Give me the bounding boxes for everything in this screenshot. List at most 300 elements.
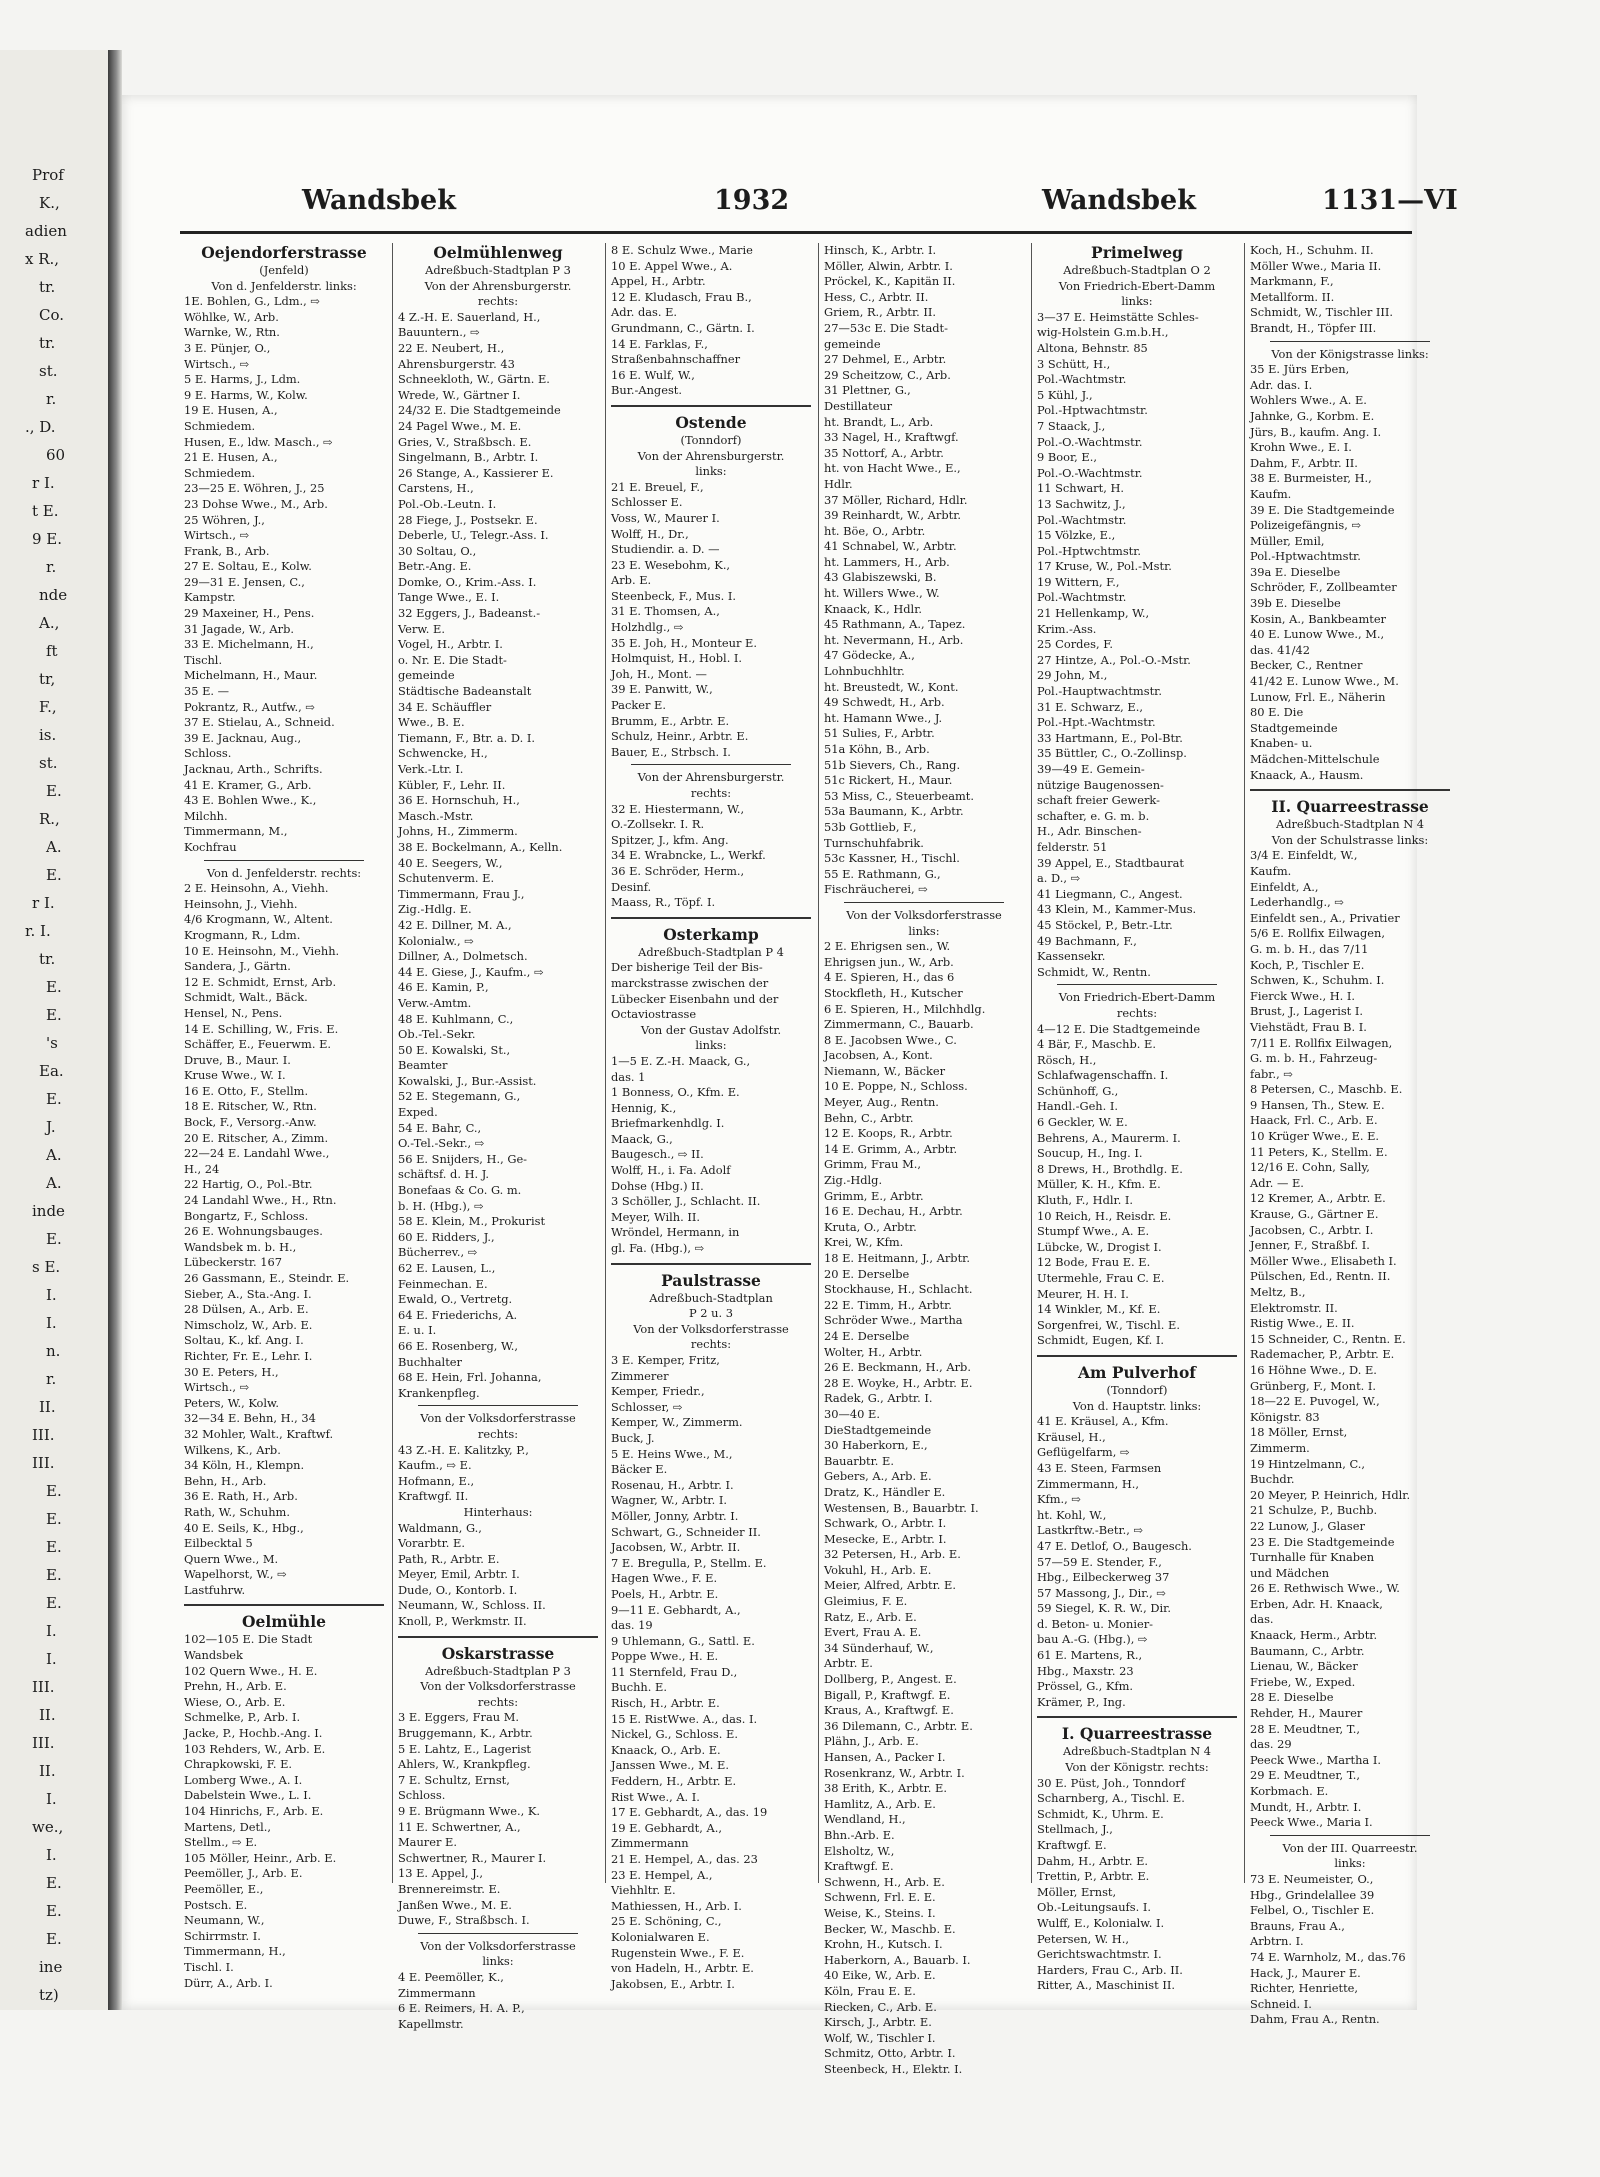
directory-entry: 104 Hinrichs, F., Arb. E. (184, 1804, 324, 1818)
directory-entry: 24 Pagel Wwe., M. E. (398, 418, 522, 433)
directory-entry: 22 E. Neubert, H., (398, 340, 505, 355)
directory-entry: 32 Petersen, H., Arb. E. (824, 1547, 961, 1562)
directory-entry: 53b Gottlieb, F., (824, 819, 917, 834)
directory-entry: Hbg., Grindelallee 39 (1250, 1887, 1375, 1902)
section-rule (1250, 789, 1450, 791)
directory-entry: Stockfleth, H., Kutscher (824, 985, 963, 1000)
directory-entry: Zig.-Hdlg. (824, 1173, 883, 1188)
directory-entry: Richter, Henriette, (1250, 1981, 1359, 1996)
directory-entry: 43 E. Steen, Farmsen (1037, 1460, 1162, 1475)
directory-entry: 102—105 E. Die Stadt (184, 1632, 313, 1647)
directory-entry: 9 Hansen, Th., Stew. E. (1250, 1097, 1385, 1112)
directory-entry: 61 E. Martens, R., (1037, 1648, 1143, 1663)
directory-entry: 3 E. Pünjer, O., (184, 340, 271, 355)
directory-entry: ht. von Hacht Wwe., E., (824, 461, 961, 476)
directory-entry: 48 E. Kuhlmann, C., (398, 1011, 514, 1026)
directory-entry: 16 E. Wulf, W., (611, 367, 695, 382)
directory-entry: H., Adr. Binschen- (1037, 824, 1142, 839)
section-note: links: (695, 464, 727, 479)
previous-page-text: ine (39, 1958, 63, 1976)
directory-entry: Wapelhorst, W., ⇨ (184, 1567, 287, 1582)
directory-entry: Nimscholz, W., Arb. E. (184, 1317, 313, 1332)
previous-page-text: 60 (46, 446, 66, 464)
directory-entry: 41/42 E. Lunow Wwe., M. (1250, 674, 1399, 689)
column-5 (1037, 243, 1237, 1993)
directory-entry: Utermehle, Frau C. E. (1037, 1271, 1165, 1285)
directory-entry: 28 Dülsen, A., Arb. E. (184, 1302, 309, 1317)
directory-entry: 39 E. Jacknau, Aug., (184, 730, 302, 745)
directory-entry: E. u. I. (398, 1323, 437, 1338)
directory-entry: Verk.-Ltr. I. (398, 762, 464, 776)
previous-page-text: I. (46, 1790, 57, 1808)
directory-entry: Adr. das. I. (1250, 377, 1313, 392)
directory-entry: 12/16 E. Cohn, Sally, (1250, 1160, 1370, 1175)
directory-entry: Bauarbtr. E. (824, 1453, 894, 1468)
directory-entry: Vorarbtr. E. (398, 1536, 465, 1551)
directory-entry: 32 Mohler, Walt., Kraftwf. (184, 1426, 334, 1441)
directory-entry: Rosenkranz, W., Arbtr. I. (824, 1765, 965, 1780)
directory-entry: Bonefaas & Co. G. m. (398, 1183, 522, 1198)
directory-entry: Schünhoff, G., (1037, 1083, 1119, 1098)
directory-entry: 26 E. Wohnungsbauges. (184, 1224, 323, 1239)
directory-entry: Janßen Wwe., M. E. (398, 1897, 512, 1912)
directory-entry: 38 E. Burmeister, H., (1250, 471, 1372, 486)
section-note: Adreßbuch-Stadtplan P 4 (638, 944, 784, 959)
directory-entry: 51c Rickert, H., Maur. (824, 773, 953, 788)
directory-entry: das. 19 (611, 1618, 653, 1633)
directory-entry: Viehstädt, Frau B. I. (1250, 1019, 1367, 1034)
previous-page-text: inde (32, 1202, 65, 1220)
directory-entry: Bücherrev., ⇨ (398, 1245, 478, 1260)
directory-entry: O.-Tel.-Sekr., ⇨ (398, 1136, 485, 1151)
directory-entry: o. Nr. E. Die Stadt- (398, 652, 507, 667)
directory-entry: Kowalski, J., Bur.-Assist. (398, 1073, 537, 1088)
section-note: Adreßbuch-Stadtplan P 3 (425, 263, 571, 277)
directory-entry: Feinmechan. E. (398, 1276, 488, 1291)
directory-entry: 47 E. Detlof, O., Baugesch. (1037, 1538, 1192, 1553)
directory-entry: Frank, B., Arb. (184, 543, 270, 558)
directory-entry: Königstr. 83 (1250, 1409, 1320, 1424)
directory-entry: Bhn.-Arb. E. (824, 1827, 895, 1842)
directory-entry: Metallform. II. (1250, 289, 1335, 304)
directory-entry: 41 E. Kräusel, A., Kfm. (1037, 1414, 1169, 1429)
directory-entry: Dratz, K., Händler E. (824, 1484, 946, 1499)
directory-entry: Kochfrau (184, 839, 237, 854)
directory-entry: Mesecke, E., Arbtr. I. (824, 1531, 947, 1546)
directory-entry: Knaack, O., Arb. E. (611, 1742, 721, 1757)
directory-entry: Haack, Frl. C., Arb. E. (1250, 1113, 1378, 1128)
directory-entry: 5 Kühl, J., (1037, 387, 1093, 402)
previous-page-text: r. (46, 390, 57, 408)
directory-entry: Zimmermann, C., Bauarb. (824, 1017, 974, 1032)
directory-entry: 28 Fiege, J., Postsekr. E. (398, 512, 538, 527)
directory-entry: Brauns, Frau A., (1250, 1918, 1345, 1933)
directory-entry: Kübler, F., Lehr. II. (398, 777, 506, 792)
directory-entry: 28 E. Meudtner, T., (1250, 1721, 1360, 1736)
directory-entry: Ehrigsen jun., W., Arb. (824, 954, 954, 969)
directory-entry: 7 E. Schultz, Ernst, (398, 1772, 510, 1787)
directory-entry: Einfeldt sen., A., Privatier (1250, 910, 1400, 925)
directory-entry: Appel, H., Arbtr. (611, 274, 706, 289)
directory-entry: Bongartz, F., Schloss. (184, 1208, 309, 1223)
previous-page-text: E. (46, 1538, 62, 1556)
street-heading: Oelmühlenweg (433, 243, 563, 262)
directory-entry: schaft freier Gewerk- (1037, 793, 1160, 808)
directory-entry: Krause, G., Gärtner E. (1250, 1207, 1379, 1222)
directory-entry: 40 Eike, W., Arb. E. (824, 1968, 936, 1983)
directory-entry: Kapellmstr. (398, 2016, 464, 2031)
directory-entry: Rösch, H., (1037, 1052, 1097, 1067)
directory-entry: Wrede, W., Gärtner I. (398, 387, 521, 402)
directory-entry: Sieber, A., Sta.-Ang. I. (184, 1286, 312, 1301)
directory-entry: Wolter, H., Arbtr. (824, 1344, 923, 1359)
directory-entry: 40 E. Lunow Wwe., M., (1250, 627, 1385, 642)
previous-page-text: 's (46, 1034, 58, 1052)
directory-entry: Waldmann, G., (398, 1520, 482, 1535)
directory-entry: 9 Uhlemann, G., Sattl. E. (611, 1633, 755, 1648)
previous-page-fragment (0, 50, 109, 2010)
directory-entry: Rath, W., Schuhm. (184, 1504, 290, 1519)
column-1 (184, 243, 384, 1990)
directory-entry: Hansen, A., Packer I. (824, 1750, 946, 1764)
directory-entry: Schwenn, Frl. E. E. (824, 1890, 936, 1905)
directory-entry: Schneekloth, W., Gärtn. E. (398, 372, 550, 387)
directory-entry: Knaack, A., Hausm. (1250, 767, 1364, 782)
directory-entry: Bur.-Angest. (611, 383, 683, 398)
directory-entry: Meyer, Wilh. II. (611, 1209, 701, 1224)
directory-entry: Pol.-Hptwachtmstr. (1250, 549, 1361, 564)
directory-entry: 6 Geckler, W. E. (1037, 1115, 1128, 1130)
header-year: 1932 (714, 185, 790, 216)
directory-entry: 68 E. Hein, Frl. Johanna, (398, 1370, 542, 1385)
previous-page-text: E. (46, 1594, 62, 1612)
directory-entry: Buchh. E. (611, 1680, 667, 1695)
directory-entry: 12 E. Schmidt, Ernst, Arb. (184, 974, 337, 989)
directory-entry: Städtische Badeanstalt (398, 684, 532, 699)
previous-page-text: tr, (39, 670, 56, 688)
directory-entry: 5 E. Lahtz, E., Lagerist (398, 1741, 532, 1756)
directory-entry: Krogmann, R., Ldm. (184, 927, 301, 942)
directory-entry: Brandt, H., Töpfer III. (1250, 320, 1377, 335)
directory-entry: Meier, Alfred, Arbtr. E. (824, 1578, 956, 1593)
directory-entry: Schwark, O., Arbtr. I. (824, 1516, 947, 1531)
directory-entry: 29 Scheitzow, C., Arb. (824, 367, 951, 382)
directory-entry: Buchhalter (398, 1354, 462, 1369)
directory-entry: 41 Schnabel, W., Arbtr. (824, 539, 957, 554)
directory-entry: 35 E. Jürs Erben, (1250, 362, 1350, 377)
previous-page-text: A. (46, 838, 62, 856)
directory-entry: Kaufm. (1250, 486, 1292, 501)
directory-entry: Studiendir. a. D. — (611, 542, 720, 557)
directory-entry: Prehn, H., Arb. E. (184, 1679, 287, 1694)
directory-entry: 27—53c E. Die Stadt- (824, 320, 948, 335)
directory-entry: Kemper, W., Zimmerm. (611, 1415, 743, 1430)
section-rule (1270, 341, 1430, 342)
directory-entry: Kaufm., ⇨ E. (398, 1458, 472, 1473)
previous-page-text: E. (46, 1230, 62, 1248)
directory-entry: Haberkorn, A., Bauarb. I. (824, 1952, 971, 1967)
section-note: (Jenfeld) (259, 263, 309, 277)
street-heading: Paulstrasse (661, 1270, 761, 1290)
directory-entry: schäftsf. d. H. J. (398, 1167, 490, 1182)
directory-entry: Quern Wwe., M. (184, 1551, 279, 1566)
previous-page-text: Co. (39, 306, 65, 324)
directory-entry: gemeinde (398, 668, 455, 683)
directory-entry: 42 E. Dillner, M. A., (398, 917, 512, 932)
directory-entry: Wirtsch., ⇨ (184, 528, 250, 543)
directory-entry: 7 Staack, J., (1037, 418, 1106, 433)
directory-entry: 16 E. Otto, F., Stellm. (184, 1083, 309, 1098)
directory-entry: 8 Drews, H., Brothdlg. E. (1037, 1161, 1183, 1176)
directory-entry: Kruse Wwe., W. I. (184, 1068, 286, 1083)
section-note: Von der Gustav Adolfstr. (640, 1022, 782, 1037)
directory-entry: Schirrmstr. I. (184, 1928, 261, 1943)
directory-entry: Westensen, B., Bauarbtr. I. (824, 1500, 979, 1515)
directory-entry: Schwencke, H., (398, 746, 488, 761)
section-rule (418, 1933, 578, 1934)
directory-entry: 37 Möller, Richard, Hdlr. (824, 492, 968, 507)
directory-entry: Jacke, P., Hochb.-Ang. I. (184, 1726, 323, 1741)
directory-entry: Wendland, H., (824, 1812, 906, 1827)
directory-entry: Chrapkowski, F. E. (184, 1757, 293, 1772)
directory-entry: Carstens, H., (398, 481, 474, 496)
directory-entry: Kraus, A., Kraftwgf. E. (824, 1703, 954, 1718)
directory-entry: Hdlr. (824, 476, 853, 491)
column-2 (398, 243, 598, 2031)
directory-entry: Pröckel, K., Kapitän II. (824, 274, 956, 289)
directory-entry: Koch, H., Schuhm. II. (1250, 243, 1374, 257)
directory-entry: 28 E. Woyke, H., Arbtr. E. (824, 1375, 973, 1390)
previous-page-text: E. (46, 978, 62, 996)
directory-entry: 36 E. Rath, H., Arb. (184, 1489, 298, 1504)
directory-entry: 3/4 E. Einfeldt, W., (1250, 848, 1358, 863)
directory-entry: 15 E. RistWwe. A., das. I. (611, 1711, 758, 1726)
directory-entry: Sandera, J., Gärtn. (184, 959, 291, 974)
directory-entry: Jacobsen, A., Kont. (824, 1048, 933, 1063)
directory-entry: Stellmach, J., (1037, 1822, 1113, 1837)
directory-entry: Kolonialwaren E. (611, 1929, 710, 1944)
directory-entry: 52 E. Stegemann, G., (398, 1089, 521, 1104)
directory-entry: 5 E. Heins Wwe., M., (611, 1446, 733, 1461)
directory-entry: Petersen, W. H., (1037, 1931, 1129, 1946)
directory-entry: Dahm, H., Arbtr. E. (1037, 1853, 1149, 1868)
directory-entry: Dohse (Hbg.) II. (611, 1178, 704, 1193)
directory-entry: Erben, Adr. H. Knaack, (1250, 1596, 1383, 1611)
section-note: rechts: (1116, 1005, 1158, 1020)
directory-entry: 15 Völzke, E., (1037, 528, 1116, 543)
directory-entry: 4 Bär, F., Maschb. E. (1037, 1037, 1156, 1052)
header-rule (180, 231, 1412, 234)
directory-entry: Krei, W., Kfm. (824, 1235, 904, 1250)
directory-entry: 1E. Bohlen, G., Ldm., ⇨ (184, 294, 320, 309)
directory-entry: 29 Maxeiner, H., Pens. (184, 606, 315, 621)
directory-entry: Timmermann, M., (184, 824, 288, 839)
directory-entry: Exped. (398, 1105, 438, 1120)
directory-entry: Mundt, H., Arbtr. I. (1250, 1799, 1362, 1814)
directory-entry: Schmidt, Walt., Bäck. (184, 990, 308, 1005)
directory-entry: Radek, G., Arbtr. I. (824, 1391, 933, 1406)
directory-entry: Grimm, E., Arbtr. (824, 1188, 924, 1203)
directory-entry: Trettin, P., Arbtr. E. (1037, 1869, 1150, 1884)
directory-entry: Plähn, J., Arb. E. (824, 1734, 919, 1749)
section-rule (844, 902, 1004, 903)
directory-entry: Buchdr. (1250, 1472, 1295, 1487)
section-note: Von der Schulstrasse links: (1271, 832, 1429, 847)
directory-entry: 34 E. Wrabncke, L., Werkf. (611, 848, 766, 863)
directory-entry: ht. Kohl, W., (1037, 1507, 1107, 1522)
directory-entry: Pol.-Wachtmstr. (1037, 590, 1127, 605)
previous-page-text: t E. (32, 502, 59, 520)
directory-entry: Tischl. (184, 652, 223, 667)
directory-entry: Adr. das. E. (611, 305, 678, 320)
directory-entry: 2 E. Ehrigsen sen., W. (824, 939, 951, 954)
directory-entry: 39b E. Dieselbe (1250, 596, 1341, 611)
directory-entry: Jakobsen, E., Arbtr. I. (611, 1976, 735, 1991)
section-rule (418, 1405, 578, 1406)
directory-entry: 32 Eggers, J., Badeanst.- (398, 606, 541, 621)
directory-entry: O.-Zollsekr. I. R. (611, 817, 705, 832)
directory-entry: 39 Appel, E., Stadtbaurat (1037, 855, 1184, 870)
directory-entry: 29 John, M., (1037, 668, 1108, 683)
directory-entry: Adr. — E. (1250, 1175, 1304, 1190)
directory-entry: Poels, H., Arbtr. E. (611, 1586, 719, 1601)
directory-entry: 45 Stöckel, P., Betr.-Ltr. (1037, 917, 1173, 932)
directory-entry: Dürr, A., Arb. I. (184, 1975, 273, 1990)
directory-entry: Kraftwgf. E. (824, 1859, 894, 1874)
directory-entry: Destillateur (824, 398, 893, 413)
directory-entry: Dollberg, P., Angest. E. (824, 1672, 957, 1687)
directory-entry: 22 Lunow, J., Glaser (1250, 1518, 1365, 1533)
previous-page-text: E. (46, 1566, 62, 1584)
directory-entry: Wagner, W., Arbtr. I. (611, 1493, 727, 1508)
directory-entry: Janssen Wwe., M. E. (611, 1758, 729, 1773)
directory-entry: Arbtr. E. (824, 1656, 873, 1671)
directory-entry: das. 1 (611, 1069, 646, 1084)
directory-page (122, 95, 1458, 2076)
directory-entry: 35 Nottorf, A., Arbtr. (824, 445, 944, 460)
directory-entry: 4—12 E. Die Stadtgemeinde (1037, 1021, 1201, 1036)
directory-entry: Schmelke, P., Arb. I. (184, 1710, 301, 1725)
directory-entry: Schlafwagenschaffn. I. (1037, 1068, 1169, 1083)
directory-entry: Zimmerer (611, 1368, 669, 1383)
directory-entry: Elektromstr. II. (1250, 1300, 1338, 1315)
section-rule (1057, 984, 1217, 985)
column-4 (824, 243, 1024, 2076)
previous-page-text: I. (46, 1650, 57, 1668)
directory-entry: 21 E. Breuel, F., (611, 479, 704, 494)
directory-entry: Becker, W., Maschb. E. (824, 1921, 956, 1936)
previous-page-text: II. (39, 1762, 56, 1780)
directory-entry: Markmann, F., (1250, 274, 1334, 289)
directory-entry: Soucup, H., Ing. I. (1037, 1146, 1143, 1161)
directory-entry: Schmitz, Otto, Arbtr. I. (824, 2046, 956, 2061)
directory-entry: Tischl. I. (184, 1959, 234, 1974)
directory-entry: Nickel, G., Schloss. E. (611, 1727, 738, 1742)
section-note: Von der Volksdorferstrasse (420, 1938, 576, 1953)
directory-entry: Tiemann, F., Btr. a. D. I. (398, 730, 535, 745)
directory-entry: 39a E. Dieselbe (1250, 564, 1341, 579)
directory-entry: 26 Stange, A., Kassierer E. (398, 465, 554, 480)
directory-entry: Warnke, W., Rtn. (184, 325, 280, 340)
directory-entry: Wwe., B. E. (398, 715, 465, 730)
directory-entry: 26 E. Rethwisch Wwe., W. (1250, 1581, 1400, 1596)
directory-entry: Hinsch, K., Arbtr. I. (824, 243, 937, 257)
directory-entry: Sorgenfrei, W., Tischl. E. (1037, 1317, 1180, 1332)
directory-entry: Geflügelfarm, ⇨ (1037, 1445, 1130, 1460)
directory-entry: Johns, H., Zimmerm. (398, 824, 518, 839)
directory-entry: marckstrasse zwischen der (611, 975, 769, 990)
directory-entry: 31 Plettner, G., (824, 383, 911, 398)
directory-entry: Grimm, Frau M., (824, 1157, 922, 1172)
directory-entry: Möller, Alwin, Arbtr. I. (824, 258, 953, 273)
column-divider (818, 243, 819, 1883)
directory-entry: Maass, R., Töpf. I. (611, 895, 716, 910)
directory-entry: Knaack, Herm., Arbtr. (1250, 1628, 1378, 1643)
directory-entry: 24/32 E. Die Stadtgemeinde (398, 403, 561, 418)
directory-entry: 43 Z.-H. E. Kalitzky, P., (398, 1442, 529, 1457)
directory-entry: Pol.-Ob.-Leutn. I. (398, 496, 497, 511)
column-divider (392, 243, 393, 1883)
directory-entry: Lunow, Frl. E., Näherin (1250, 689, 1386, 704)
directory-entry: Lastkrftw.-Betr., ⇨ (1037, 1523, 1144, 1538)
directory-entry: Lederhandlg., ⇨ (1250, 895, 1344, 910)
section-note: (Tonndorf) (680, 432, 742, 447)
directory-entry: Riecken, C., Arb. E. (824, 1999, 937, 2014)
directory-entry: ht. Willers Wwe., W. (824, 586, 940, 601)
directory-entry: Pokrantz, R., Autfw., ⇨ (184, 699, 315, 714)
directory-entry: Schmidt, W., Rentn. (1037, 964, 1151, 979)
page-header (182, 185, 1458, 225)
directory-entry: Meurer, H. H. I. (1037, 1286, 1129, 1301)
previous-page-text: III. (32, 1734, 55, 1752)
directory-entry: Eilbecktal 5 (184, 1536, 253, 1551)
directory-entry: 74 E. Warnholz, M., das.76 (1250, 1949, 1406, 1964)
directory-entry: Domke, O., Krim.-Ass. I. (398, 574, 537, 589)
directory-entry: Baumann, C., Arbtr. (1250, 1643, 1365, 1658)
directory-entry: Rehder, H., Maurer (1250, 1706, 1363, 1721)
directory-entry: 37 E. Stielau, A., Schneid. (184, 715, 335, 730)
page-number: 1131—VI (1322, 185, 1458, 216)
directory-entry: ht. Brandt, L., Arb. (824, 414, 934, 429)
previous-page-text: A., (39, 614, 60, 632)
directory-entry: Knaack, K., Hdlr. (824, 601, 923, 616)
directory-entry: 12 E. Koops, R., Arbtr. (824, 1126, 953, 1141)
directory-entry: 19 E. Husen, A., (184, 403, 278, 418)
directory-entry: 24 Landahl Wwe., H., Rtn. (184, 1193, 337, 1208)
directory-entry: 30 E. Peters, H., (184, 1364, 279, 1379)
column-3 (611, 243, 811, 1991)
header-left: Wandsbek (302, 185, 456, 216)
directory-entry: Behrens, A., Maurerm. I. (1037, 1130, 1181, 1145)
previous-page-text: J. (46, 1118, 56, 1136)
directory-entry: Octaviostrasse (611, 1007, 697, 1022)
directory-entry: Hamlitz, A., Arb. E. (824, 1796, 936, 1811)
directory-entry: 11 Sternfeld, Frau D., (611, 1664, 738, 1679)
directory-entry: Schmiedem. (184, 418, 256, 433)
directory-entry: 12 E. Kludasch, Frau B., (611, 289, 752, 304)
directory-entry: Möller, Jonny, Arbtr. I. (611, 1508, 739, 1523)
directory-entry: Jacknau, Arth., Schrifts. (184, 762, 323, 776)
directory-entry: Verw. E. (398, 621, 445, 636)
directory-entry: wig-Holstein G.m.b.H., (1037, 325, 1169, 340)
directory-entry: 1 Bonness, O., Kfm. E. (611, 1085, 740, 1100)
directory-entry: Baugesch., ⇨ II. (611, 1147, 704, 1162)
directory-entry: d. Beton- u. Monier- (1037, 1616, 1153, 1631)
directory-entry: 20 Meyer, P. Heinrich, Hdlr. (1250, 1487, 1411, 1502)
directory-entry: Kampstr. (184, 590, 236, 605)
directory-entry: Knaben- u. (1250, 736, 1313, 751)
directory-entry: Jürs, B., kaufm. Ang. I. (1250, 424, 1382, 439)
